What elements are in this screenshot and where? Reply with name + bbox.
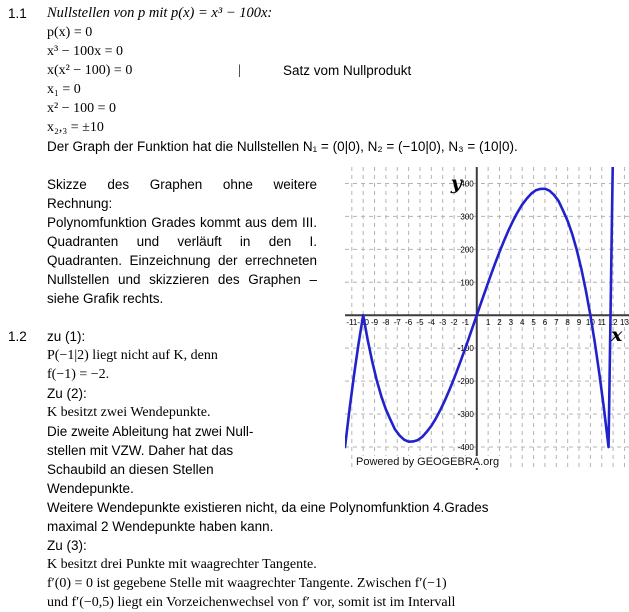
line-px-equals-zero: p(x) = 0 [47,25,93,40]
svg-text:300: 300 [460,212,474,222]
svg-text:2: 2 [497,318,502,328]
line-x-squared: x² − 100 = 0 [47,101,116,116]
line-wendepunkte: Wendepunkte. [47,481,134,496]
line-cubic-equals-zero: x³ − 100x = 0 [47,44,123,59]
svg-text:-9: -9 [370,318,379,328]
line-maximal-zwei: maximal 2 Wendepunkte haben kann. [47,519,274,534]
x-axis-label: x [611,324,623,347]
line-vorzeichenwechsel: und f′(−0,5) liegt ein Vorzeichenwechsel von f′ vor, somit ist im Intervall [47,595,456,610]
geogebra-credit: Powered by GEOGEBRA.org [356,456,500,468]
svg-text:-400: -400 [457,442,474,452]
svg-text:-300: -300 [457,410,474,420]
svg-text:5: 5 [531,318,536,328]
svg-text:-5: -5 [416,318,424,328]
svg-text:10: 10 [585,318,595,328]
line-zweite-ableitung: Die zweite Ableitung hat zwei Null- [47,424,254,439]
section-number-1-2: 1.2 [8,329,27,344]
line-schaubild: Schaubild an diesen Stellen [47,462,214,477]
svg-text:1: 1 [485,318,491,328]
svg-text:-7: -7 [393,318,401,328]
y-axis-label: y [450,172,462,194]
line-point-p: P(−1|2) liegt nicht auf K, denn [47,348,218,363]
svg-text:-4: -4 [427,318,435,328]
line-drei-punkte-tangente: K besitzt drei Punkte mit waagrechter Tangente. [47,557,317,572]
section-number-1-1: 1.1 [8,6,27,21]
svg-text:-1: -1 [461,318,469,328]
graph-svg [345,167,629,470]
line-zu-1: zu (1): [47,329,86,344]
svg-text:7: 7 [554,318,559,328]
line-weitere-wendepunkte: Weitere Wendepunkte existieren nicht, da eine Polynomfunktion 4.Grades [47,500,489,515]
svg-text:13: 13 [620,318,629,328]
svg-text:-10: -10 [357,318,369,328]
line-x1: x₁ = 0 [47,82,81,97]
svg-text:6: 6 [542,318,548,328]
line-factored-equation: x(x² − 100) = 0 [47,63,133,78]
svg-text:-100: -100 [457,344,474,354]
svg-text:-3: -3 [439,318,447,328]
svg-text:9: 9 [576,318,582,328]
svg-text:-200: -200 [457,377,474,387]
line-zu-2: Zu (2): [47,386,87,401]
line-skizze-intro: Skizze des Graphen ohne weitere Rechnung: [47,177,317,211]
line-polynomfunktion-block: Polynomfunktion Grades kommt aus dem III. Quadranten und verläuft in den I. Quadranten. Einzeichnung der errechneten Nullstellen und skizzieren des Graphen – siehe Grafik rechts. [47,215,317,306]
line-k-zwei-wendepunkte: K besitzt zwei Wendepunkte. [47,405,211,420]
svg-text:3: 3 [508,318,514,328]
svg-text:200: 200 [460,245,474,255]
svg-text:-2: -2 [450,318,458,328]
svg-text:-6: -6 [405,318,413,328]
line-heading-1-1: Nullstellen von p mit p(x) = x³ − 100x: [47,5,273,21]
line-x23: x₂,₃ = ±10 [47,120,104,135]
line-f-of-minus-one: f(−1) = −2. [47,367,110,382]
svg-text:400: 400 [460,179,474,189]
svg-text:8: 8 [565,318,570,328]
svg-text:-11: -11 [346,318,358,328]
x-tick-labels [346,318,629,327]
svg-text:-8: -8 [382,318,390,328]
line-nullstellen-summary: Der Graph der Funktion hat die Nullstellen N₁ = (0|0), N₂ = (−10|0), N₃ = (10|0). [47,139,518,154]
svg-text:100: 100 [460,278,474,288]
svg-text:4: 4 [519,318,525,328]
line-f-prime-zero: f′(0) = 0 ist gegebene Stelle mit waagrechter Tangente. Zwischen f′(−1) [47,576,447,591]
svg-text:12: 12 [608,318,618,328]
svg-text:11: 11 [597,318,606,328]
function-graph-figure [345,167,629,470]
line-separator-bar: | [238,63,241,78]
line-zu-3: Zu (3): [47,538,87,553]
line-nullprodukt-note: Satz vom Nullprodukt [283,63,412,78]
line-stellen-vzw: stellen mit VZW. Daher hat das [47,443,234,458]
